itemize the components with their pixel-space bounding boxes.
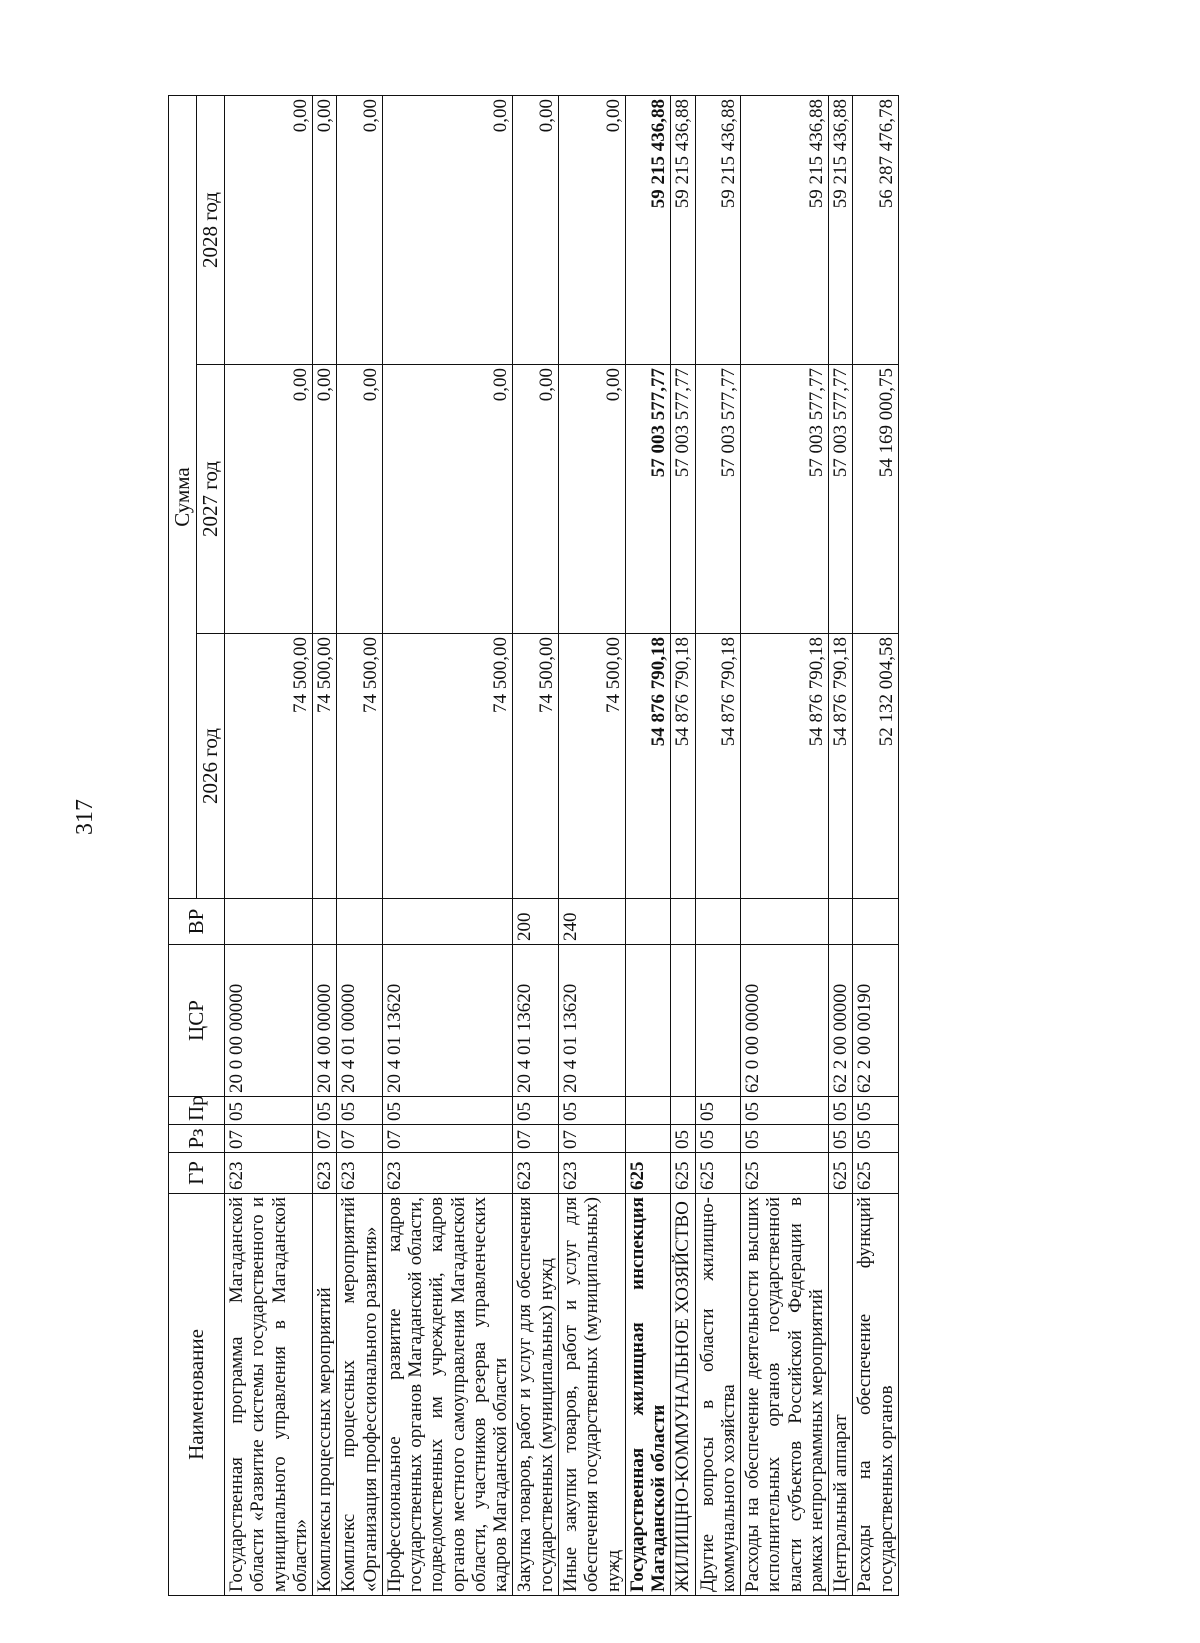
cell-2028: 59 215 436,88 [625, 96, 671, 365]
table-row [695, 96, 741, 1596]
cell-name: Иные закупки товаров, работ и услуг для обеспечения государственных (муниципальных) нужд [558, 1194, 625, 1596]
cell-gr: 625 [741, 1153, 829, 1194]
cell-pr: 05 [695, 1097, 741, 1125]
table-row [741, 96, 829, 1596]
cell-gr: 625 [853, 1153, 899, 1194]
rotated-page [168, 96, 1000, 1596]
cell-2027: 0,00 [313, 365, 337, 634]
cell-2028: 56 287 476,78 [853, 96, 899, 365]
cell-2028: 59 215 436,88 [741, 96, 829, 365]
header-vr: ВР [169, 899, 225, 945]
cell-name: Расходы на обеспечение деятельности высших исполнительных органов государственной власти субъектов Российской Федерации в рамках непрограммных мероприятий [741, 1194, 829, 1596]
cell-2027: 54 169 000,75 [853, 365, 899, 634]
cell-2026: 74 500,00 [382, 634, 513, 899]
cell-rz: 07 [337, 1125, 383, 1153]
cell-2028: 59 215 436,88 [695, 96, 741, 365]
cell-2026: 52 132 004,58 [853, 634, 899, 899]
cell-rz: 07 [313, 1125, 337, 1153]
cell-pr: 05 [513, 1097, 559, 1125]
cell-gr: 623 [313, 1153, 337, 1194]
cell-2026: 54 876 790,18 [671, 634, 695, 899]
header-csr: ЦСР [169, 945, 225, 1097]
cell-csr: 20 4 01 00000 [337, 945, 383, 1097]
header-pr: Пр [169, 1097, 225, 1125]
cell-pr: 05 [829, 1097, 853, 1125]
cell-2026: 54 876 790,18 [625, 634, 671, 899]
cell-pr [671, 1097, 695, 1125]
cell-rz [625, 1125, 671, 1153]
cell-pr: 05 [225, 1097, 313, 1125]
cell-2026: 74 500,00 [225, 634, 313, 899]
cell-vr [829, 899, 853, 945]
table-row [382, 96, 513, 1596]
cell-vr [337, 899, 383, 945]
table-row [337, 96, 383, 1596]
cell-name: Расходы на обеспечение функций государственных органов [853, 1194, 899, 1596]
cell-csr: 62 0 00 00000 [741, 945, 829, 1097]
cell-2027: 0,00 [225, 365, 313, 634]
header-gr: ГР [169, 1153, 225, 1194]
cell-rz: 07 [513, 1125, 559, 1153]
table-row [225, 96, 313, 1596]
cell-2028: 0,00 [225, 96, 313, 365]
cell-name: Государственная программа Магаданской области «Развитие системы государственного и муниципального управления в Магаданской области» [225, 1194, 313, 1596]
cell-csr: 20 4 01 13620 [558, 945, 625, 1097]
cell-vr [382, 899, 513, 945]
table-row [313, 96, 337, 1596]
cell-pr [625, 1097, 671, 1125]
cell-gr: 623 [558, 1153, 625, 1194]
cell-vr [671, 899, 695, 945]
table-row [558, 96, 625, 1596]
cell-2028: 0,00 [513, 96, 559, 365]
cell-gr: 625 [671, 1153, 695, 1194]
cell-2026: 74 500,00 [313, 634, 337, 899]
cell-gr: 623 [337, 1153, 383, 1194]
cell-pr: 05 [337, 1097, 383, 1125]
cell-gr: 625 [829, 1153, 853, 1194]
cell-rz: 07 [382, 1125, 513, 1153]
page-number: 317 [72, 799, 98, 835]
cell-name: Центральный аппарат [829, 1194, 853, 1596]
cell-name: ЖИЛИЩНО-КОММУНАЛЬНОЕ ХОЗЯЙСТВО [671, 1194, 695, 1596]
cell-vr [695, 899, 741, 945]
cell-csr: 20 4 01 13620 [382, 945, 513, 1097]
budget-table [168, 95, 899, 1596]
header-rz: Рз [169, 1125, 225, 1153]
cell-vr: 200 [513, 899, 559, 945]
header-2026: 2026 год [197, 634, 225, 899]
header-2027: 2027 год [197, 365, 225, 634]
cell-2027: 57 003 577,77 [829, 365, 853, 634]
cell-pr: 05 [382, 1097, 513, 1125]
cell-csr [625, 945, 671, 1097]
table-row [513, 96, 559, 1596]
cell-2026: 54 876 790,18 [695, 634, 741, 899]
cell-name: Комплексы процессных мероприятий [313, 1194, 337, 1596]
cell-2027: 0,00 [558, 365, 625, 634]
cell-2028: 59 215 436,88 [671, 96, 695, 365]
cell-2027: 57 003 577,77 [625, 365, 671, 634]
cell-2028: 0,00 [337, 96, 383, 365]
table-row [853, 96, 899, 1596]
cell-rz: 07 [225, 1125, 313, 1153]
cell-name: Государственная жилищная инспекция Магаданской области [625, 1194, 671, 1596]
cell-rz: 07 [558, 1125, 625, 1153]
table-header [169, 96, 225, 1596]
header-name: Наименование [169, 1194, 225, 1596]
cell-name: Комплекс процессных мероприятий «Организация профессионального развития» [337, 1194, 383, 1596]
cell-2026: 74 500,00 [337, 634, 383, 899]
cell-pr: 05 [741, 1097, 829, 1125]
cell-gr: 623 [513, 1153, 559, 1194]
cell-vr [625, 899, 671, 945]
cell-vr [853, 899, 899, 945]
cell-2027: 57 003 577,77 [695, 365, 741, 634]
header-2028: 2028 год [197, 96, 225, 365]
cell-pr: 05 [558, 1097, 625, 1125]
cell-csr: 20 0 00 00000 [225, 945, 313, 1097]
cell-pr: 05 [313, 1097, 337, 1125]
table-body [225, 96, 899, 1596]
cell-2027: 57 003 577,77 [671, 365, 695, 634]
cell-2026: 74 500,00 [558, 634, 625, 899]
cell-rz: 05 [741, 1125, 829, 1153]
cell-2027: 0,00 [513, 365, 559, 634]
cell-csr: 20 4 01 13620 [513, 945, 559, 1097]
cell-pr: 05 [853, 1097, 899, 1125]
cell-2028: 0,00 [558, 96, 625, 365]
cell-name: Профессиональное развитие кадров государственных органов Магаданской области, подведомственных им учреждений, кадров органов местного самоуправления Магаданской области, участников резерва управленческих кадров Магаданской области [382, 1194, 513, 1596]
cell-vr: 240 [558, 899, 625, 945]
cell-gr: 623 [225, 1153, 313, 1194]
cell-name: Закупка товаров, работ и услуг для обеспечения государственных (муниципальных) нужд [513, 1194, 559, 1596]
table-row [671, 96, 695, 1596]
cell-2026: 74 500,00 [513, 634, 559, 899]
cell-2027: 0,00 [337, 365, 383, 634]
cell-csr: 62 2 00 00000 [829, 945, 853, 1097]
cell-rz: 05 [853, 1125, 899, 1153]
cell-vr [741, 899, 829, 945]
cell-name: Другие вопросы в области жилищно-коммунального хозяйства [695, 1194, 741, 1596]
cell-csr: 20 4 00 00000 [313, 945, 337, 1097]
cell-gr: 625 [625, 1153, 671, 1194]
cell-vr [225, 899, 313, 945]
cell-2028: 0,00 [313, 96, 337, 365]
cell-2026: 54 876 790,18 [741, 634, 829, 899]
cell-gr: 625 [695, 1153, 741, 1194]
cell-2027: 57 003 577,77 [741, 365, 829, 634]
cell-2028: 0,00 [382, 96, 513, 365]
cell-rz: 05 [695, 1125, 741, 1153]
cell-vr [313, 899, 337, 945]
cell-csr [695, 945, 741, 1097]
table-row [625, 96, 671, 1596]
cell-gr: 623 [382, 1153, 513, 1194]
cell-2028: 59 215 436,88 [829, 96, 853, 365]
cell-2026: 54 876 790,18 [829, 634, 853, 899]
cell-rz: 05 [671, 1125, 695, 1153]
cell-csr: 62 2 00 00190 [853, 945, 899, 1097]
header-sum: Сумма [169, 96, 197, 899]
cell-2027: 0,00 [382, 365, 513, 634]
table-row [829, 96, 853, 1596]
cell-csr [671, 945, 695, 1097]
cell-rz: 05 [829, 1125, 853, 1153]
